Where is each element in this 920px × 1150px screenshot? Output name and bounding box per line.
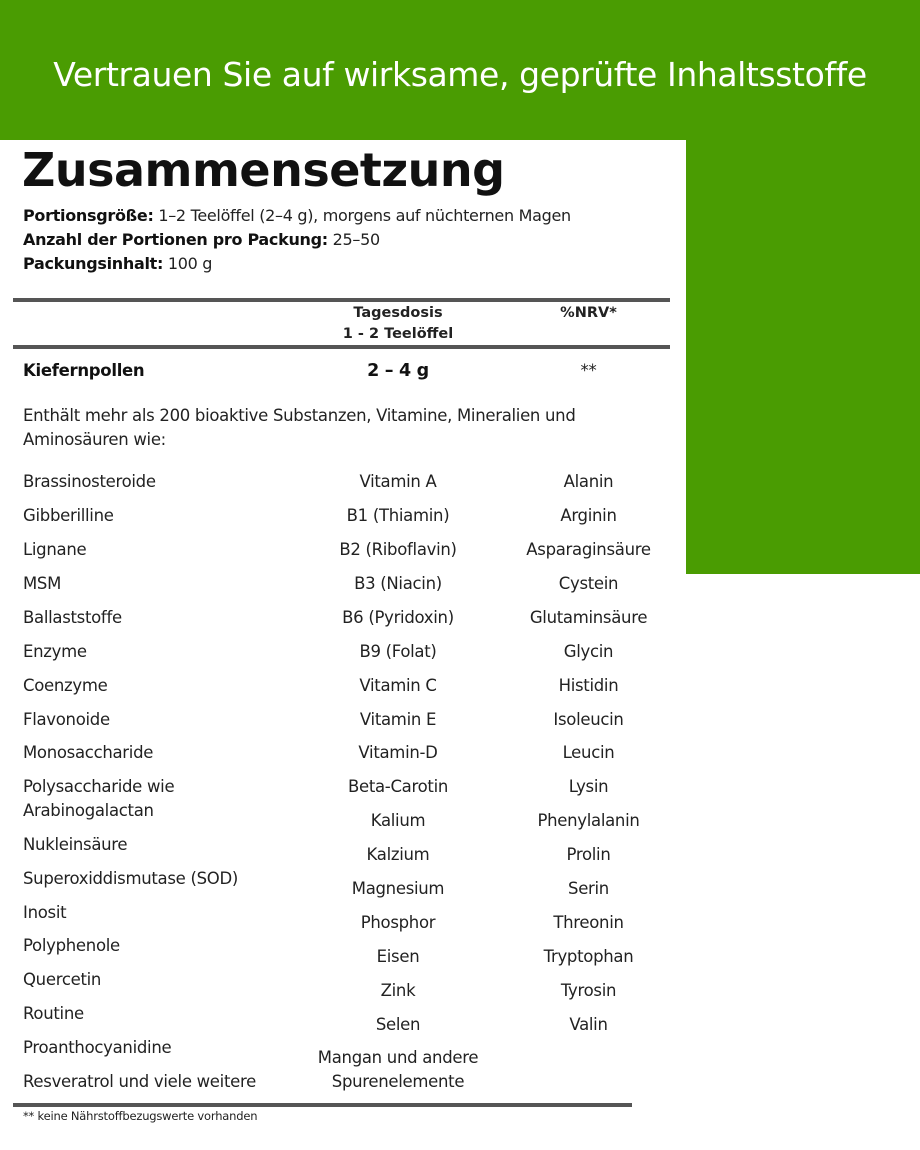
substance-item: Quercetin: [23, 970, 102, 989]
meta-pack-content: [23, 254, 212, 273]
amino-acid-item: Histidin: [558, 676, 619, 695]
banner-title: Vertrauen Sie auf wirksame, geprüfte Inhaltsstoffe: [53, 55, 867, 94]
substance-item: Lignane: [23, 540, 87, 559]
vitamin-mineral-item: Beta-Carotin: [347, 777, 449, 796]
vitamin-mineral-item: Vitamin C: [359, 676, 437, 695]
header-daily-dose: [295, 303, 501, 345]
meta-label: Packungsinhalt:: [23, 254, 164, 273]
table-header-rule: [13, 345, 670, 349]
amino-acid-item: Tyrosin: [560, 981, 617, 1000]
vitamin-mineral-item: Zink: [380, 981, 416, 1000]
main-ingredient-name: Kiefernpollen: [23, 361, 145, 380]
header-banner: [0, 0, 920, 140]
substance-item: Gibberilline: [23, 506, 114, 525]
meta-label: Portionsgröße:: [23, 206, 154, 225]
substance-item: Brassinosteroide: [23, 472, 156, 491]
amino-acid-item: Asparaginsäure: [526, 540, 651, 559]
vitamin-mineral-item: Vitamin A: [359, 472, 437, 491]
substance-item: Resveratrol und viele weitere: [23, 1072, 256, 1091]
header-nrv: %NRV*: [560, 305, 617, 321]
substance-item: Proanthocyanidine: [23, 1038, 172, 1057]
header-dose-line2: 1 - 2 Teelöffel: [342, 326, 454, 342]
amino-acid-item: Valin: [569, 1015, 608, 1034]
table-bottom-rule: [13, 1103, 632, 1107]
header-dose-line1: Tagesdosis: [353, 305, 443, 321]
substance-item: Coenzyme: [23, 676, 108, 695]
substance-item: Nukleinsäure: [23, 835, 128, 854]
substance-item: Monosaccharide: [23, 743, 154, 762]
main-ingredient-dose: 2 – 4 g: [367, 361, 429, 381]
vitamin-mineral-item: Phosphor: [360, 913, 436, 932]
main-ingredient-nrv: **: [580, 361, 597, 380]
amino-acid-item: Glutaminsäure: [529, 608, 648, 627]
green-side-panel: [686, 140, 920, 574]
substance-item: Polyphenole: [23, 936, 120, 955]
vitamin-mineral-item: Vitamin E: [359, 710, 437, 729]
vitamin-mineral-item: Kalium: [370, 811, 426, 830]
meta-value: 25–50: [327, 230, 380, 249]
vitamin-mineral-item: B1 (Thiamin): [346, 506, 450, 525]
footnote: ** keine Nährstoffbezugswerte vorhanden: [23, 1109, 258, 1123]
vitamin-mineral-item: Selen: [375, 1015, 421, 1034]
amino-acid-item: Tryptophan: [543, 947, 634, 966]
intro-text: Enthält mehr als 200 bioaktive Substanzen, Vitamine, Mineralien und Aminosäuren wie:: [23, 406, 576, 449]
amino-acid-item: Prolin: [566, 845, 611, 864]
vitamin-mineral-item: B6 (Pyridoxin): [342, 608, 454, 627]
vitamin-mineral-item: B3 (Niacin): [354, 574, 442, 593]
amino-acid-item: Cystein: [558, 574, 619, 593]
amino-acid-item: Isoleucin: [553, 710, 624, 729]
substance-item: Arabinogalactan: [23, 801, 154, 820]
substance-item: Inosit: [23, 903, 67, 922]
vitamin-mineral-item: Spurenelemente: [331, 1072, 465, 1091]
meta-serving-size: [23, 206, 571, 225]
amino-acid-item: Glycin: [563, 642, 614, 661]
meta-value: 100 g: [163, 254, 213, 273]
amino-acid-item: Alanin: [563, 472, 614, 491]
substance-item: Routine: [23, 1004, 84, 1023]
vitamin-mineral-item: Vitamin-D: [358, 743, 438, 762]
meta-servings-per-pack: [23, 230, 380, 249]
amino-acid-item: Phenylalanin: [537, 811, 640, 830]
substance-item: Polysaccharide wie: [23, 777, 175, 796]
page-title: Zusammensetzung: [22, 143, 505, 197]
substance-item: Ballaststoffe: [23, 608, 122, 627]
amino-acid-item: Leucin: [562, 743, 615, 762]
table-top-rule: [13, 298, 670, 302]
meta-value: 1–2 Teelöffel (2–4 g), morgens auf nüchternen Magen: [153, 206, 571, 225]
vitamin-mineral-item: B2 (Riboflavin): [339, 540, 457, 559]
amino-acid-item: Serin: [568, 879, 609, 898]
substance-item: Enzyme: [23, 642, 87, 661]
meta-label: Anzahl der Portionen pro Packung:: [23, 230, 328, 249]
vitamin-mineral-item: B9 (Folat): [359, 642, 437, 661]
vitamin-mineral-item: Magnesium: [351, 879, 445, 898]
vitamin-mineral-item: Eisen: [376, 947, 420, 966]
vitamin-mineral-item: Mangan und andere: [317, 1048, 479, 1067]
substance-item: MSM: [23, 574, 62, 593]
amino-acid-item: Arginin: [560, 506, 617, 525]
vitamin-mineral-item: Kalzium: [366, 845, 430, 864]
amino-acid-item: Threonin: [553, 913, 624, 932]
amino-acid-item: Lysin: [568, 777, 609, 796]
substance-item: Superoxiddismutase (SOD): [23, 869, 238, 888]
substance-item: Flavonoide: [23, 710, 110, 729]
